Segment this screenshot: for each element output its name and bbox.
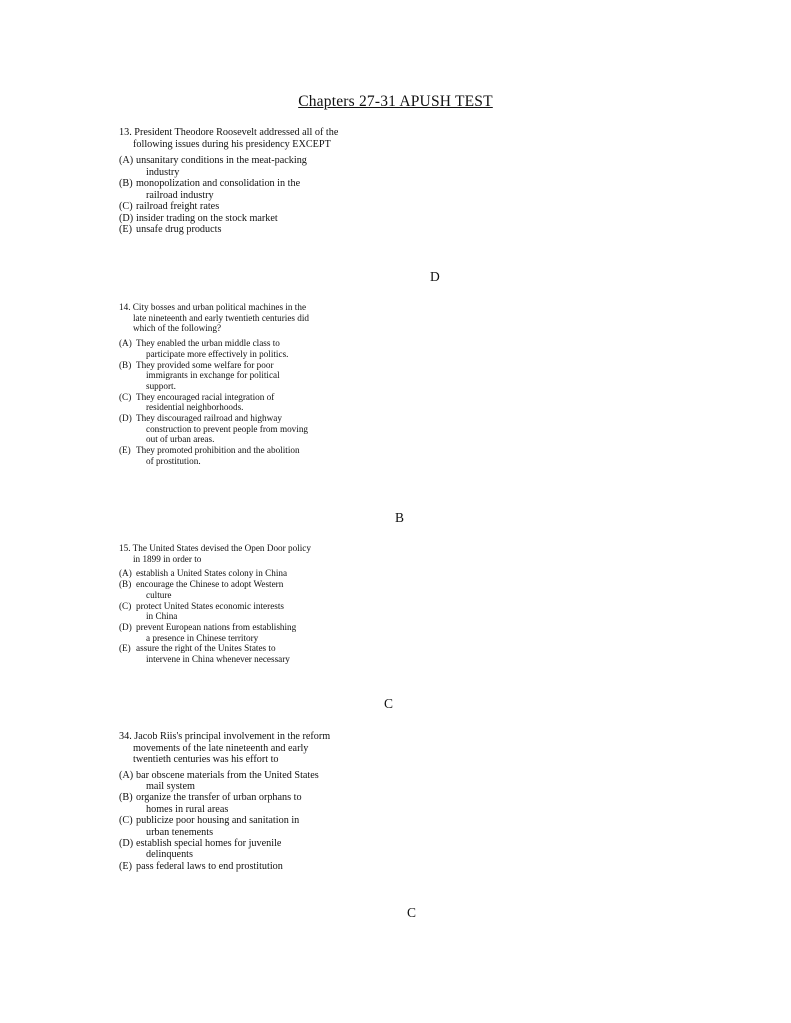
question-13 bbox=[119, 127, 369, 236]
option-b bbox=[119, 579, 349, 600]
option-letter: (B) bbox=[119, 178, 133, 189]
option-c bbox=[119, 201, 369, 213]
question-stem: 14. City bosses and urban political machines in the late nineteenth and early twentieth centuries did which of the following? bbox=[119, 302, 310, 334]
option-list bbox=[119, 338, 349, 466]
question-stem: 34. Jacob Riis's principal involvement in the reform movements of the late nineteenth and early twentieth centuries was his effort to bbox=[119, 731, 331, 765]
question-15 bbox=[119, 543, 349, 665]
option-letter: (E) bbox=[119, 445, 131, 456]
option-a bbox=[119, 770, 364, 793]
option-e bbox=[119, 224, 369, 236]
option-c bbox=[119, 815, 364, 838]
answer-14: B bbox=[395, 510, 405, 525]
option-letter: (A) bbox=[119, 568, 132, 579]
option-text: assure the right of the Unites States to intervene in China whenever necessary bbox=[136, 643, 290, 665]
option-letter: (A) bbox=[119, 338, 132, 349]
option-letter: (C) bbox=[119, 391, 132, 402]
option-d bbox=[119, 413, 349, 445]
option-text: They enabled the urban middle class to participate more effectively in politics. bbox=[136, 338, 289, 359]
option-letter: (A) bbox=[119, 155, 134, 166]
question-14 bbox=[119, 302, 349, 467]
option-letter: (C) bbox=[119, 201, 133, 212]
option-text: They discouraged railroad and highway construction to prevent people from moving out of urban areas. bbox=[136, 413, 309, 445]
question-34 bbox=[119, 731, 364, 872]
option-text: They encouraged racial integration of residential neighborhoods. bbox=[136, 391, 275, 413]
answer-34: C bbox=[407, 905, 417, 920]
option-text: insider trading on the stock market bbox=[136, 212, 278, 224]
option-c bbox=[119, 601, 349, 622]
option-letter: (E) bbox=[119, 643, 131, 654]
option-b bbox=[119, 792, 364, 815]
option-a bbox=[119, 568, 349, 579]
option-e bbox=[119, 445, 349, 466]
option-text: unsafe drug products bbox=[136, 224, 222, 235]
option-text: organize the transfer of urban orphans to homes in rural areas bbox=[136, 792, 302, 815]
option-letter: (D) bbox=[119, 621, 132, 632]
answer-13: D bbox=[430, 269, 440, 284]
option-letter: (B) bbox=[119, 579, 132, 590]
option-letter: (C) bbox=[119, 600, 132, 611]
option-b bbox=[119, 178, 369, 201]
question-stem: 13. President Theodore Roosevelt addressed all of the following issues during his presidency EXCEPT bbox=[119, 127, 339, 150]
option-text: bar obscene materials from the United States mail system bbox=[136, 769, 319, 792]
option-text: railroad freight rates bbox=[136, 201, 220, 212]
option-a bbox=[119, 338, 349, 359]
option-letter: (C) bbox=[119, 815, 133, 827]
option-letter: (B) bbox=[119, 359, 132, 370]
option-d bbox=[119, 622, 349, 643]
option-d bbox=[119, 838, 364, 861]
option-a bbox=[119, 155, 369, 178]
option-letter: (A) bbox=[119, 769, 134, 781]
option-list bbox=[119, 770, 364, 873]
option-text: publicize poor housing and sanitation in urban tenements bbox=[136, 815, 300, 838]
option-text: monopolization and consolidation in the railroad industry bbox=[136, 178, 301, 201]
option-text: pass federal laws to end prostitution bbox=[136, 860, 283, 872]
option-list bbox=[119, 155, 369, 236]
option-e bbox=[119, 643, 349, 664]
option-letter: (E) bbox=[119, 860, 133, 872]
option-text: They provided some welfare for poor immigrants in exchange for political support. bbox=[136, 359, 280, 391]
option-text: prevent European nations from establishing a presence in Chinese territory bbox=[136, 621, 297, 643]
page-title: Chapters 27-31 APUSH TEST bbox=[298, 93, 493, 110]
option-text: protect United States economic interests in China bbox=[136, 600, 284, 622]
option-b bbox=[119, 360, 349, 392]
option-text: establish a United States colony in China bbox=[136, 568, 288, 579]
option-letter: (E) bbox=[119, 224, 133, 235]
option-letter: (D) bbox=[119, 837, 134, 849]
option-c bbox=[119, 392, 349, 413]
question-stem: 15. The United States devised the Open Door policy in 1899 in order to bbox=[119, 543, 311, 564]
option-text: establish special homes for juvenile delinquents bbox=[136, 837, 282, 861]
answer-15: C bbox=[384, 696, 394, 711]
option-text: unsanitary conditions in the meat-packing industry bbox=[136, 155, 307, 178]
option-d bbox=[119, 213, 369, 225]
option-list bbox=[119, 568, 349, 664]
option-text: They promoted prohibition and the abolition of prostitution. bbox=[136, 445, 300, 466]
option-letter: (B) bbox=[119, 792, 133, 804]
option-letter: (D) bbox=[119, 413, 132, 424]
option-text: encourage the Chinese to adopt Western culture bbox=[136, 579, 284, 600]
option-e bbox=[119, 861, 364, 872]
option-letter: (D) bbox=[119, 212, 134, 224]
